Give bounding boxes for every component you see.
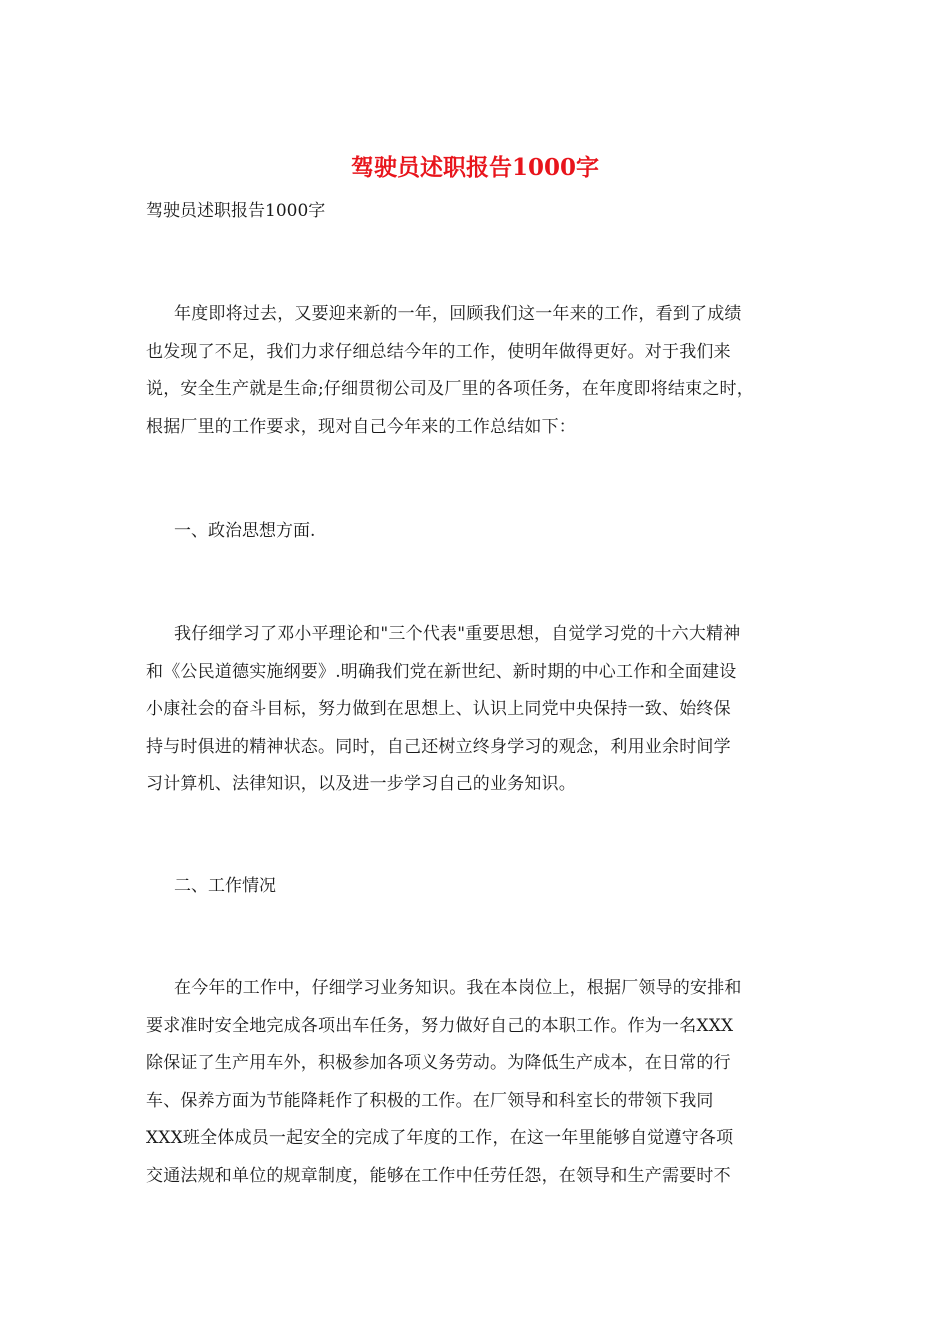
section1-line: 和《公民道德实施纲要》.明确我们党在新世纪、新时期的中心工作和全面建设 xyxy=(146,661,737,682)
section2-line: 车、保养方面为节能降耗作了积极的工作。在厂领导和科室长的带领下我同 xyxy=(146,1090,714,1111)
document-subtitle: 驾驶员述职报告1000字 xyxy=(146,201,326,221)
section2-paragraph xyxy=(146,970,826,1195)
section2-line: 在今年的工作中，仔细学习业务知识。我在本岗位上，根据厂领导的安排和 xyxy=(174,978,742,998)
section2-line: 交通法规和单位的规章制度，能够在工作中任劳任怨，在领导和生产需要时不 xyxy=(146,1165,731,1186)
document-title: 驾驶员述职报告1000字 xyxy=(350,154,599,181)
section1-heading: 一、政治思想方面. xyxy=(174,521,316,541)
section1-paragraph xyxy=(146,616,826,804)
intro-line: 根据厂里的工作要求，现对自己今年来的工作总结如下： xyxy=(146,416,576,437)
intro-line: 也发现了不足，我们力求仔细总结今年的工作，使明年做得更好。对于我们来 xyxy=(146,341,731,362)
intro-paragraph xyxy=(146,296,826,446)
section2-line: XXX班全体成员一起安全的完成了年度的工作，在这一年里能够自觉遵守各项 xyxy=(146,1128,734,1148)
section2-line: 除保证了生产用车外，积极参加各项义务劳动。为降低生产成本，在日常的行 xyxy=(146,1053,731,1073)
section1-line: 持与时俱进的精神状态。同时，自己还树立终身学习的观念，利用业余时间学 xyxy=(146,736,731,757)
section2-heading: 二、工作情况 xyxy=(174,876,276,896)
intro-line: 说，安全生产就是生命;仔细贯彻公司及厂里的各项任务，在年度即将结束之时， xyxy=(146,379,754,399)
section1-line: 习计算机、法律知识，以及进一步学习自己的业务知识。 xyxy=(146,774,576,794)
section1-line: 我仔细学习了邓小平理论和"三个代表"重要思想，自觉学习党的十六大精神 xyxy=(174,624,741,644)
section2-line: 要求准时安全地完成各项出车任务，努力做好自己的本职工作。作为一名XXX xyxy=(146,1015,734,1036)
intro-line: 年度即将过去，又要迎来新的一年，回顾我们这一年来的工作，看到了成绩 xyxy=(174,304,742,324)
section1-line: 小康社会的奋斗目标，努力做到在思想上、认识上同党中央保持一致、始终保 xyxy=(146,699,731,719)
